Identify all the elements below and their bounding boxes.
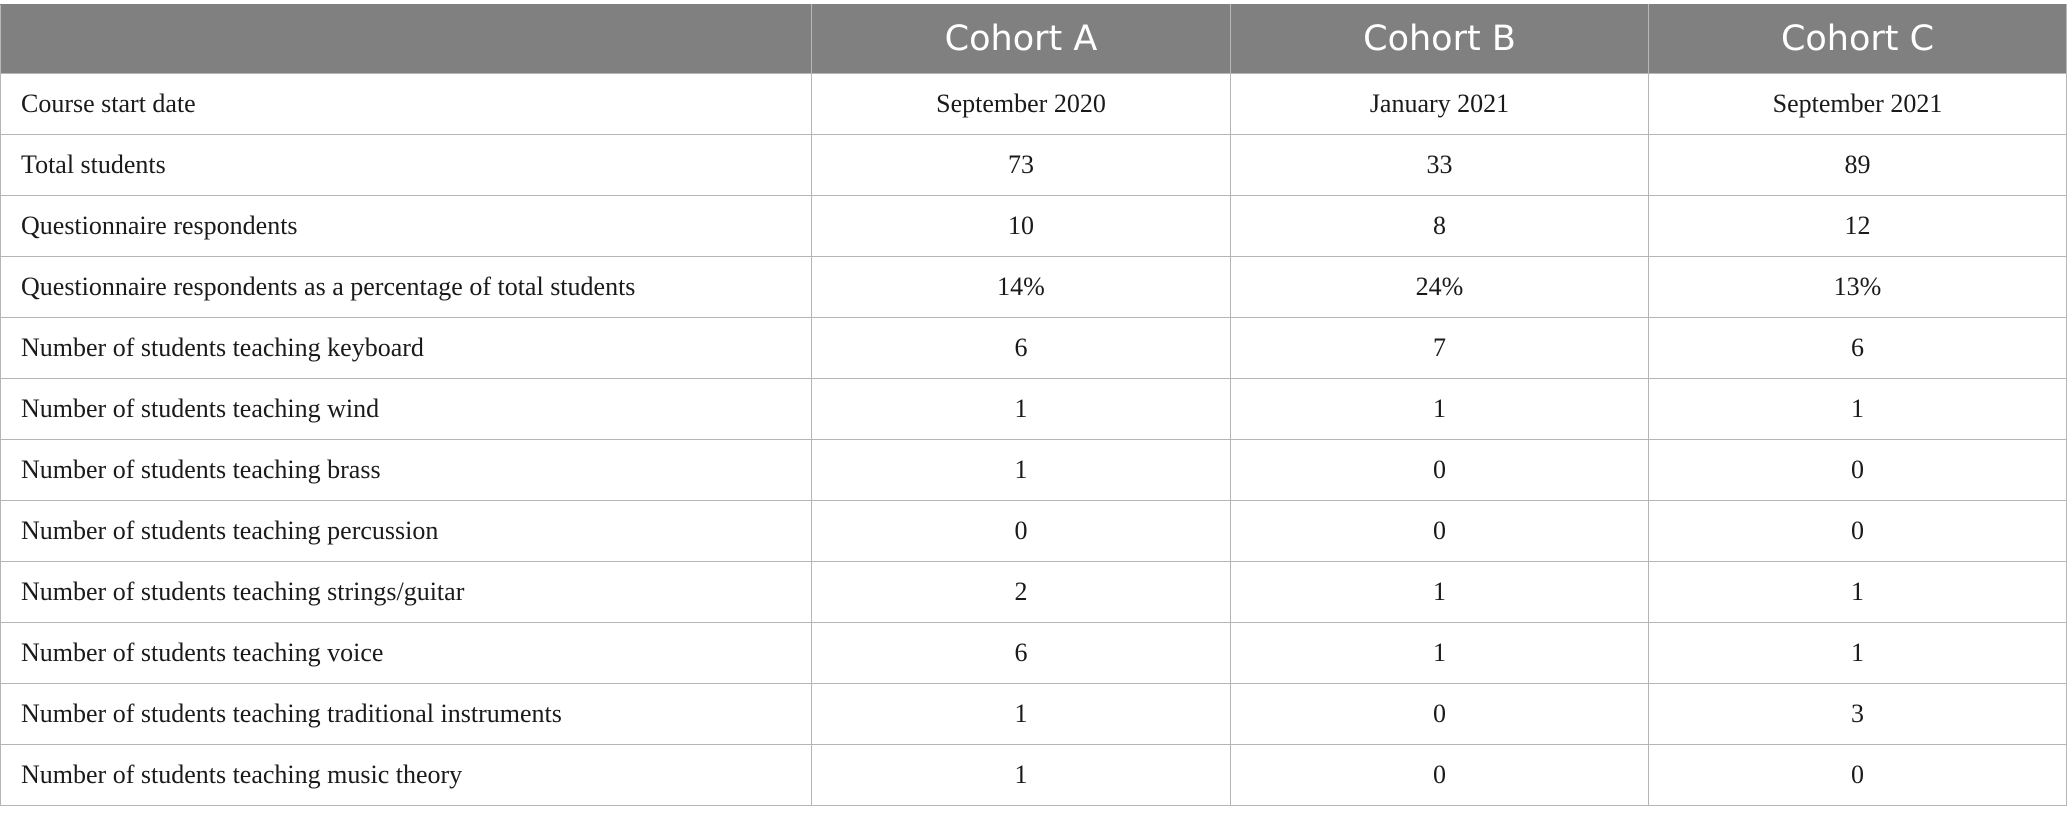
cohort-a-value: 2 (812, 562, 1231, 623)
table-row (1, 257, 2067, 318)
cohort-c-value: 0 (1649, 745, 2067, 806)
row-label: Number of students teaching voice (1, 623, 812, 684)
cohort-b-value: 0 (1231, 745, 1649, 806)
row-label: Number of students teaching percussion (1, 501, 812, 562)
table-row (1, 501, 2067, 562)
header-cohort-c: Cohort C (1649, 5, 2067, 74)
cohort-b-value: January 2021 (1231, 74, 1649, 135)
header-cohort-a: Cohort A (812, 5, 1231, 74)
row-label: Course start date (1, 74, 812, 135)
row-label: Number of students teaching keyboard (1, 318, 812, 379)
cohort-a-value: 6 (812, 318, 1231, 379)
row-label: Number of students teaching traditional instruments (1, 684, 812, 745)
row-label: Number of students teaching music theory (1, 745, 812, 806)
cohort-c-value: 1 (1649, 379, 2067, 440)
cohort-a-value: 14% (812, 257, 1231, 318)
cohort-table-container (0, 4, 2066, 806)
header-cell-empty (1, 5, 812, 74)
table-row (1, 318, 2067, 379)
cohort-c-value: September 2021 (1649, 74, 2067, 135)
cohort-c-value: 12 (1649, 196, 2067, 257)
table-row (1, 684, 2067, 745)
cohort-a-value: 1 (812, 684, 1231, 745)
cohort-a-value: September 2020 (812, 74, 1231, 135)
cohort-table (0, 4, 2067, 806)
cohort-b-value: 33 (1231, 135, 1649, 196)
cohort-a-value: 10 (812, 196, 1231, 257)
cohort-a-value: 1 (812, 379, 1231, 440)
cohort-c-value: 0 (1649, 440, 2067, 501)
cohort-a-value: 0 (812, 501, 1231, 562)
table-row (1, 379, 2067, 440)
cohort-b-value: 7 (1231, 318, 1649, 379)
table-row (1, 440, 2067, 501)
cohort-a-value: 73 (812, 135, 1231, 196)
cohort-a-value: 1 (812, 440, 1231, 501)
cohort-b-value: 1 (1231, 562, 1649, 623)
row-label: Number of students teaching brass (1, 440, 812, 501)
header-cohort-b: Cohort B (1231, 5, 1649, 74)
cohort-c-value: 6 (1649, 318, 2067, 379)
row-label: Questionnaire respondents as a percentage of total students (1, 257, 812, 318)
cohort-b-value: 24% (1231, 257, 1649, 318)
cohort-a-value: 1 (812, 745, 1231, 806)
table-row (1, 74, 2067, 135)
cohort-c-value: 13% (1649, 257, 2067, 318)
table-row (1, 135, 2067, 196)
table-row (1, 562, 2067, 623)
cohort-b-value: 0 (1231, 501, 1649, 562)
header-row (1, 5, 2067, 74)
cohort-a-value: 6 (812, 623, 1231, 684)
cohort-b-value: 0 (1231, 684, 1649, 745)
table-row (1, 623, 2067, 684)
cohort-b-value: 0 (1231, 440, 1649, 501)
cohort-c-value: 0 (1649, 501, 2067, 562)
cohort-b-value: 1 (1231, 379, 1649, 440)
cohort-b-value: 8 (1231, 196, 1649, 257)
cohort-c-value: 3 (1649, 684, 2067, 745)
cohort-c-value: 89 (1649, 135, 2067, 196)
row-label: Total students (1, 135, 812, 196)
cohort-c-value: 1 (1649, 623, 2067, 684)
row-label: Questionnaire respondents (1, 196, 812, 257)
table-row (1, 196, 2067, 257)
cohort-b-value: 1 (1231, 623, 1649, 684)
row-label: Number of students teaching strings/guitar (1, 562, 812, 623)
table-row (1, 745, 2067, 806)
row-label: Number of students teaching wind (1, 379, 812, 440)
cohort-c-value: 1 (1649, 562, 2067, 623)
